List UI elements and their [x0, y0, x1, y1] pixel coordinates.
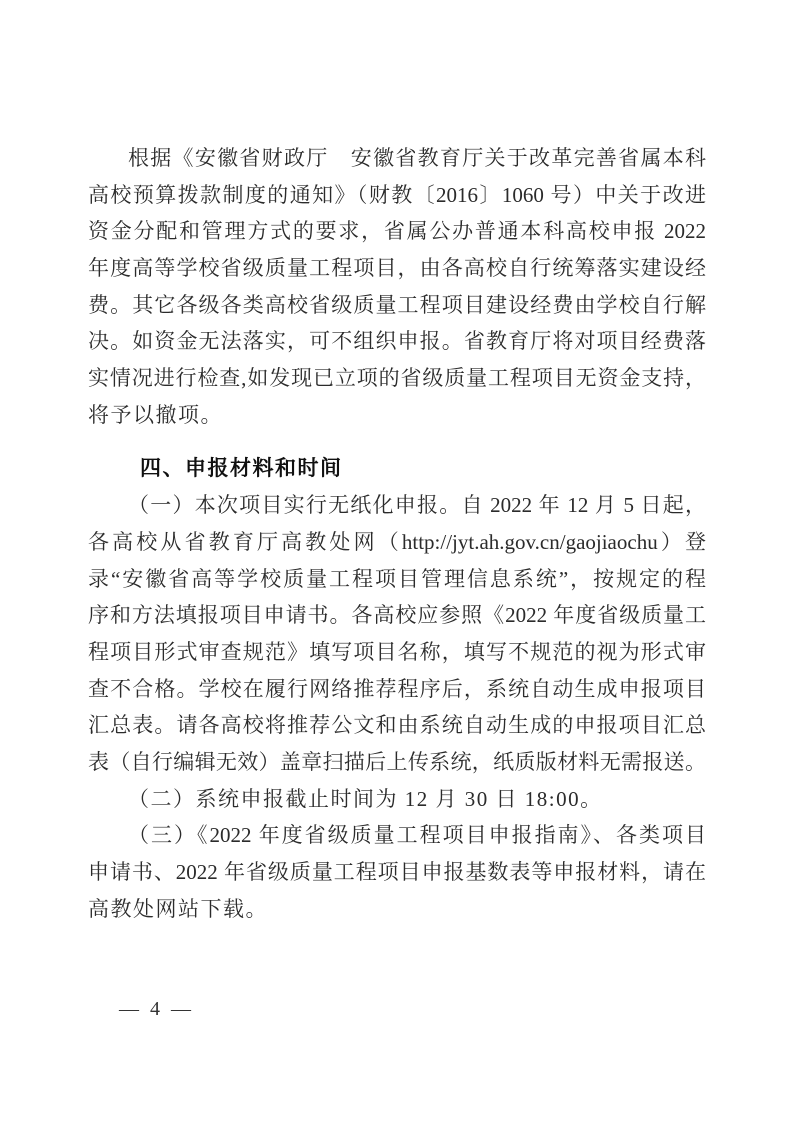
text-line: 决。如资金无法落实，可不组织申报。省教育厅将对项目经费落 [88, 329, 706, 354]
text-line: 表（自行编辑无效）盖章扫描后上传系统，纸质版材料无需报送。 [88, 750, 706, 774]
text-line: 程项目形式审查规范》填写项目名称，填写不规范的视为形式审 [88, 639, 706, 664]
text-line: 高校预算拨款制度的通知》（财教〔2016〕1060 号）中关于改进 [88, 182, 706, 207]
text-line: （一）本次项目实行无纸化申报。自 2022 年 12 月 5 日起， [128, 493, 706, 518]
text-line: （三）《2022 年度省级质量工程项目申报指南》、各类项目 [128, 823, 706, 848]
text-line: 序和方法填报项目申请书。各高校应参照《2022 年度省级质量工 [88, 603, 706, 628]
document-body [88, 140, 706, 927]
text-line: 申请书、2022 年省级质量工程项目申报基数表等申报材料，请在 [88, 860, 706, 885]
text-line: 将予以撤项。 [88, 402, 223, 427]
text-line: 汇总表。请各高校将推荐公文和由系统自动生成的申报项目汇总 [88, 713, 706, 738]
text-line: 根据《安徽省财政厅 安徽省教育厅关于改革完善省属本科 [128, 146, 706, 170]
text-line: 各高校从省教育厅高教处网（http://jyt.ah.gov.cn/gaojiaochu）登 [88, 529, 706, 554]
section-heading: 四、申报材料和时间 [140, 456, 343, 480]
text-line: 费。其它各级各类高校省级质量工程项目建设经费由学校自行解 [88, 292, 706, 317]
text-line: 查不合格。学校在履行网络推荐程序后，系统自动生成申报项目 [88, 676, 706, 701]
text-line: 资金分配和管理方式的要求，省属公办普通本科高校申报 2022 [88, 219, 706, 244]
text-line: 录“安徽省高等学校质量工程项目管理信息系统”，按规定的程 [88, 566, 706, 591]
text-line: （二）系统申报截止时间为 12 月 30 日 18:00。 [128, 786, 603, 811]
text-line: 实情况进行检查,如发现已立项的省级质量工程项目无资金支持， [88, 366, 706, 391]
text-line: 年度高等学校省级质量工程项目，由各高校自行统筹落实建设经 [88, 256, 706, 281]
page-number: — 4 — [119, 998, 194, 1020]
text-line: 高教处网站下载。 [88, 896, 268, 921]
